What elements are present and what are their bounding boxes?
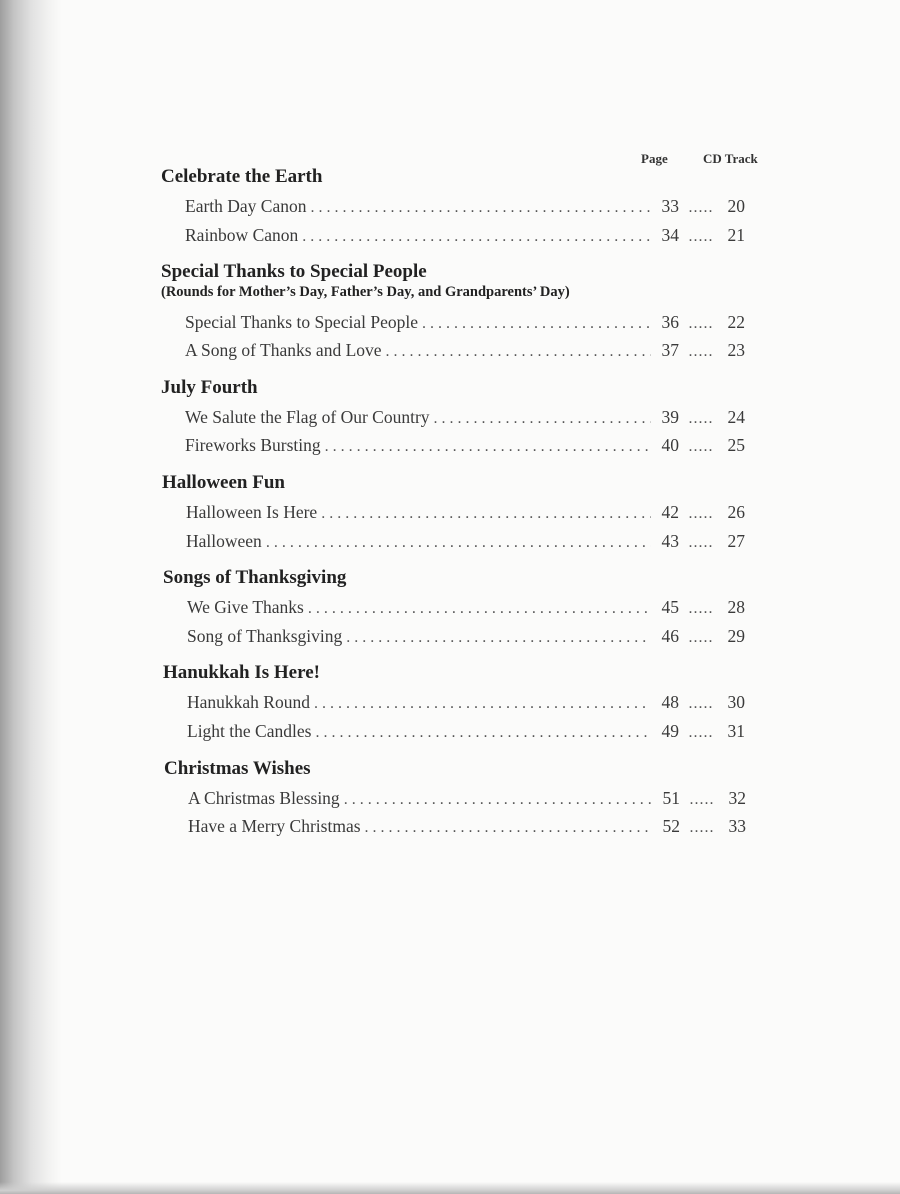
- entry-title: Light the Candles: [187, 721, 312, 741]
- entry-track: 23: [727, 340, 745, 360]
- entry-title: Fireworks Bursting: [185, 435, 321, 455]
- entry-page: 48: [661, 692, 679, 712]
- entry-title: We Give Thanks: [187, 597, 304, 617]
- entry-page: 52: [662, 816, 680, 836]
- toc-entry[interactable]: [186, 501, 745, 525]
- toc-entry[interactable]: [187, 596, 745, 620]
- toc-entry[interactable]: [186, 530, 745, 554]
- entry-page: 34: [661, 225, 679, 245]
- entry-track: 24: [727, 407, 745, 427]
- toc-entry[interactable]: [185, 224, 745, 248]
- entry-title: Rainbow Canon: [185, 225, 299, 245]
- entry-title: Have a Merry Christmas: [188, 816, 361, 836]
- entry-title: We Salute the Flag of Our Country: [185, 407, 430, 427]
- page-bottom-shadow: [0, 1182, 900, 1194]
- dot-leader: .....: [688, 629, 714, 646]
- dot-leader: [344, 789, 652, 811]
- entry-track: 32: [728, 788, 746, 808]
- dot-leader: [311, 197, 652, 219]
- entry-track: 30: [727, 692, 745, 712]
- toc-entry[interactable]: [187, 720, 745, 744]
- entry-page: 33: [661, 196, 679, 216]
- entry-title: Halloween: [186, 531, 262, 551]
- dot-leader: [314, 693, 651, 715]
- dot-leader: .....: [688, 534, 714, 551]
- section-title: Songs of Thanksgiving: [163, 567, 347, 588]
- dot-leader: .....: [689, 791, 715, 808]
- entry-track: 33: [728, 816, 746, 836]
- entry-title: Earth Day Canon: [185, 196, 307, 216]
- entry-title: A Song of Thanks and Love: [185, 340, 382, 360]
- section-halloween-fun: [162, 472, 285, 494]
- dot-leader: .....: [688, 228, 714, 245]
- section-title: Halloween Fun: [162, 472, 285, 493]
- dot-leader: [386, 341, 651, 363]
- dot-leader: [346, 627, 651, 649]
- entry-track: 29: [727, 626, 745, 646]
- entry-title: Halloween Is Here: [186, 502, 318, 522]
- toc-entry[interactable]: [185, 195, 745, 219]
- entry-page: 51: [662, 788, 680, 808]
- dot-leader: [266, 532, 651, 554]
- toc-entry[interactable]: [188, 787, 746, 811]
- section-july-fourth: [161, 377, 258, 399]
- entry-page: 37: [661, 340, 679, 360]
- dot-leader: [325, 436, 651, 458]
- page-edge-shadow: [0, 0, 62, 1194]
- entry-track: 27: [727, 531, 745, 551]
- dot-leader: .....: [688, 199, 714, 216]
- entry-track: 21: [727, 225, 745, 245]
- section-christmas-wishes: [164, 758, 311, 780]
- entry-title: Song of Thanksgiving: [187, 626, 343, 646]
- dot-leader: .....: [688, 315, 714, 332]
- section-title: Hanukkah Is Here!: [163, 662, 320, 683]
- section-subtitle: (Rounds for Mother’s Day, Father’s Day, and Grandparents’ Day): [161, 284, 570, 300]
- dot-leader: .....: [688, 695, 714, 712]
- entry-title: A Christmas Blessing: [188, 788, 340, 808]
- entry-track: 25: [727, 435, 745, 455]
- entry-page: 36: [661, 312, 679, 332]
- toc-entry[interactable]: [185, 311, 745, 335]
- dot-leader: .....: [689, 819, 715, 836]
- section-special-thanks: [161, 261, 570, 301]
- entry-page: 40: [661, 435, 679, 455]
- dot-leader: .....: [688, 724, 714, 741]
- entry-track: 20: [727, 196, 745, 216]
- section-celebrate-the-earth: [161, 166, 322, 188]
- dot-leader: [422, 313, 651, 335]
- entry-page: 42: [661, 502, 679, 522]
- entry-track: 22: [727, 312, 745, 332]
- section-title: Special Thanks to Special People: [161, 261, 427, 282]
- entry-title: Special Thanks to Special People: [185, 312, 418, 332]
- section-title: Christmas Wishes: [164, 758, 311, 779]
- toc-entry[interactable]: [185, 434, 745, 458]
- section-songs-of-thanksgiving: [163, 567, 346, 589]
- dot-leader: [315, 722, 651, 744]
- toc-entry[interactable]: [185, 406, 745, 430]
- entry-page: 45: [661, 597, 679, 617]
- dot-leader: [365, 817, 652, 839]
- dot-leader: .....: [688, 505, 714, 522]
- entry-track: 28: [727, 597, 745, 617]
- dot-leader: [302, 226, 651, 248]
- entry-track: 31: [727, 721, 745, 741]
- section-title: July Fourth: [161, 377, 258, 398]
- dot-leader: .....: [688, 438, 714, 455]
- section-title: Celebrate the Earth: [161, 166, 323, 187]
- cd-track-column-header: CD Track: [703, 151, 758, 166]
- entry-page: 43: [661, 531, 679, 551]
- entry-page: 39: [661, 407, 679, 427]
- section-hanukkah-is-here: [163, 662, 320, 684]
- page-column-header: Page: [641, 151, 668, 166]
- entry-page: 46: [661, 626, 679, 646]
- entry-track: 26: [727, 502, 745, 522]
- toc-entry[interactable]: [187, 691, 745, 715]
- dot-leader: .....: [688, 600, 714, 617]
- dot-leader: .....: [688, 410, 714, 427]
- dot-leader: [321, 503, 651, 525]
- entry-title: Hanukkah Round: [187, 692, 310, 712]
- toc-entry[interactable]: [185, 339, 745, 363]
- entry-page: 49: [661, 721, 679, 741]
- dot-leader: .....: [688, 343, 714, 360]
- dot-leader: [434, 408, 651, 430]
- toc-entry[interactable]: [187, 625, 745, 649]
- toc-entry[interactable]: [188, 815, 746, 839]
- dot-leader: [308, 598, 651, 620]
